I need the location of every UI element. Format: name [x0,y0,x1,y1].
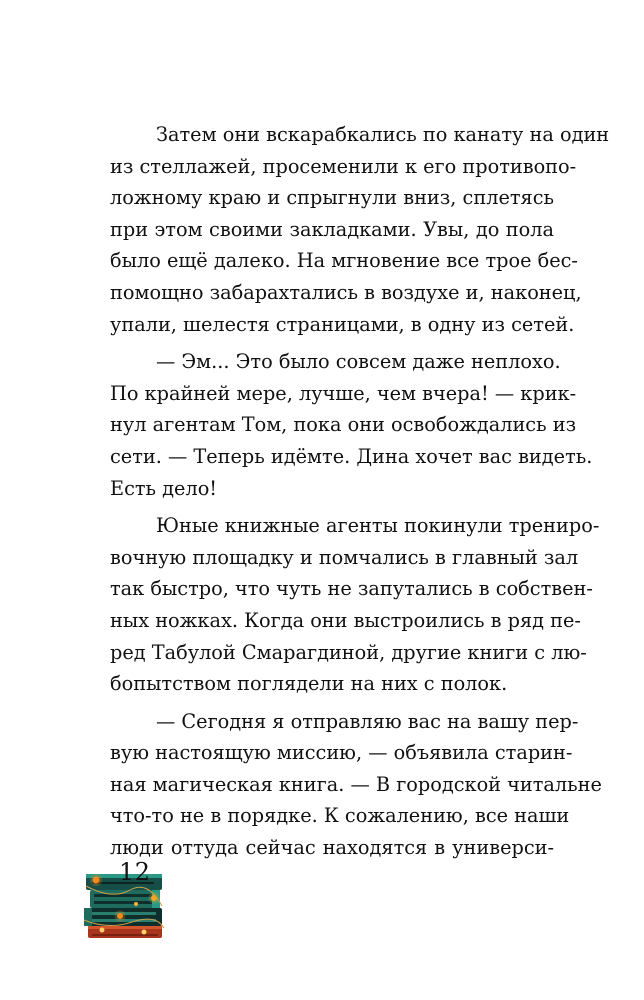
text-line: ложному краю и спрыгнули вниз, сплетясь [110,186,554,210]
text-line: при этом своими закладками. Увы, до пола [110,217,554,241]
text-line: так быстро, что чуть не запутались в собствен- [110,577,593,601]
text-line: помощно забарахтались в воздухе и, наконец, [110,280,582,304]
text-line: ред Табулой Смарагдиной, другие книги с лю- [110,640,587,664]
text-line: Есть дело! [110,476,218,500]
text-line: бопытством поглядели на них с полок. [110,672,508,696]
paragraph [110,346,593,504]
body-text [110,119,610,870]
text-line: упали, шелестя страницами, в одну из сетей. [110,312,575,336]
text-line: ная магическая книга. — В городской читальне [110,772,602,796]
text-line: сети. — Теперь идёмте. Дина хочет вас видеть. [110,444,593,468]
paragraph [110,119,610,340]
text-line: люди оттуда сейчас находятся в универси- [110,836,554,860]
text-line: Затем они вскарабкались по канату на один [156,123,610,146]
page-number: 12 [119,858,151,886]
text-line: нул агентам Том, пока они освобождались из [110,413,577,437]
text-line: — Сегодня я отправляю вас на вашу пер- [156,709,579,733]
text-line: вочную площадку и помчались в главный зал [110,545,579,569]
paragraph [110,510,600,700]
text-line: из стеллажей, просеменили к его противопо- [110,154,577,178]
text-line: вую настоящую миссию, — объявила старин- [110,741,573,765]
text-line: Юные книжные агенты покинули трениро- [156,514,600,538]
paragraph [110,706,602,864]
text-line: ных ножках. Когда они выстроились в ряд пе- [110,608,581,632]
text-line: было ещё далеко. На мгновение все трое бес- [110,249,578,273]
text-line: — Эм... Это было совсем даже неплохо. [156,350,561,374]
text-line: что-то не в порядке. К сожалению, все наши [110,804,570,828]
text-line: По крайней мере, лучше, чем вчера! — крик- [110,381,577,405]
